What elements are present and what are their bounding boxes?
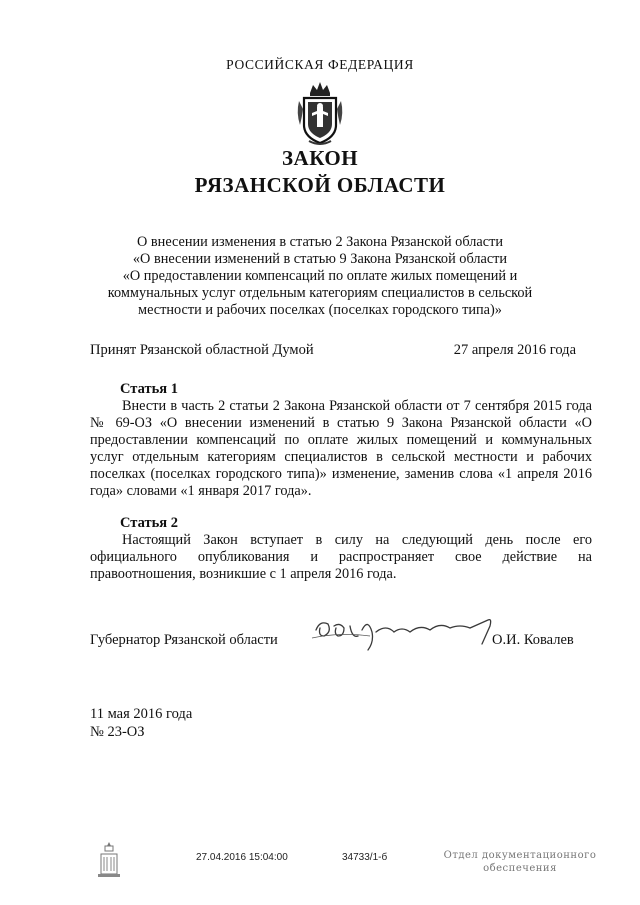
article-2-heading: Статья 2	[120, 515, 178, 531]
law-number: № 23-ОЗ	[90, 724, 145, 740]
subject-line: О внесении изменения в статью 2 Закона Рязанской области	[137, 234, 503, 250]
adoption-date: 27 апреля 2016 года	[453, 342, 576, 358]
law-title-line2: РЯЗАНСКОЙ ОБЛАСТИ	[194, 173, 446, 197]
adoption-text: Принят Рязанской областной Думой	[90, 342, 314, 358]
coat-of-arms-icon	[295, 79, 345, 147]
department-stamp	[440, 849, 600, 875]
article-1-heading: Статья 1	[120, 381, 178, 397]
footer-timestamp: 27.04.2016 15:04:00	[196, 852, 288, 863]
article-1-paragraph: Внести в часть 2 статьи 2 Закона Рязанской области от 7 сентября 2015 года № 69-ОЗ «О внесении изменений в статью 9 Закона Рязанской области «О предоставлении компенсаций по оплате жилых помещений и коммунальных услуг отдельным категориям специалистов в сельской местности и рабочих поселках (поселках городского типа)» изменение, заменив слова «1 апреля 2016 года» словами «1 января 2017 года».	[90, 398, 592, 499]
article-1-text	[90, 398, 592, 500]
country-heading: РОССИЙСКАЯ ФЕДЕРАЦИЯ	[226, 57, 414, 72]
subject-line: местности и рабочих поселках (поселках городского типа)»	[138, 302, 502, 318]
department-line: Отдел документационного	[443, 850, 597, 861]
signing-info	[90, 705, 192, 741]
signing-date: 11 мая 2016 года	[90, 706, 193, 722]
handwritten-signature	[310, 610, 510, 655]
article-2-paragraph: Настоящий Закон вступает в силу на следующий день после его официального опубликования и распространяет свое действие на правоотношения, возникшие с 1 апреля 2016 года.	[90, 532, 592, 582]
department-line: обеспечения	[483, 863, 557, 874]
law-title	[0, 145, 640, 199]
subject-line: «О внесении изменений в статью 9 Закона Рязанской области	[132, 251, 508, 267]
building-stamp-icon	[96, 840, 122, 880]
footer-reg-number: 34733/1-б	[342, 852, 388, 863]
law-subject	[100, 234, 540, 319]
article-2-text	[90, 532, 592, 583]
signatory-title: Губернатор Рязанской области	[90, 632, 278, 648]
subject-line: «О предоставлении компенсаций по оплате жилых помещений и	[122, 268, 518, 284]
signatory-name: О.И. Ковалев	[492, 632, 574, 648]
law-title-line1: ЗАКОН	[281, 146, 359, 170]
subject-line: коммунальных услуг отдельным категориям специалистов в сельской	[107, 285, 533, 301]
